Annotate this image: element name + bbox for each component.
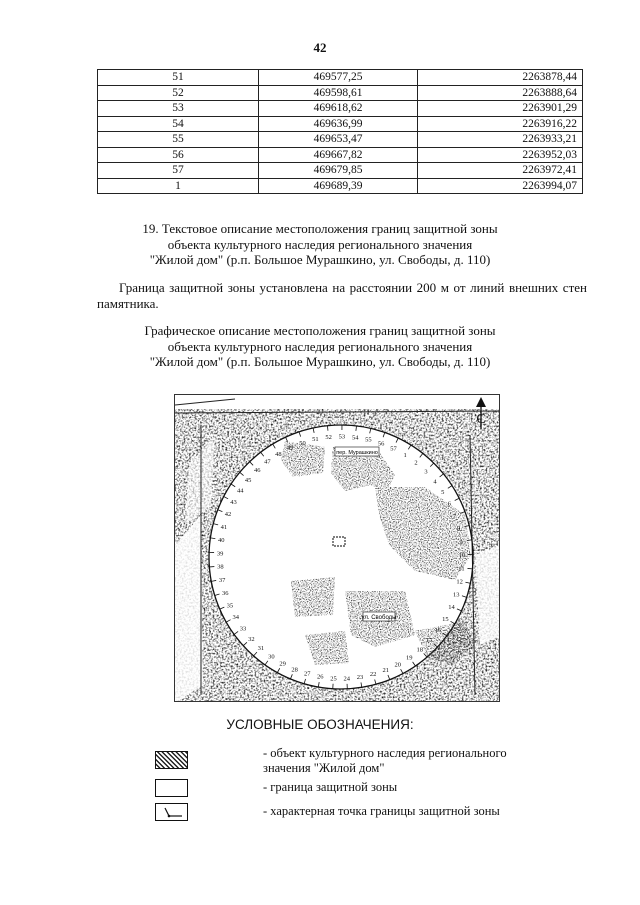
y-coordinate-cell: 2263952,03 xyxy=(418,147,583,163)
table-row xyxy=(98,147,583,163)
boundary-point-tick xyxy=(226,620,230,622)
boundary-point-tick xyxy=(224,497,228,499)
graphic-heading-line-3: "Жилой дом" (р.п. Большое Мурашкино, ул. Свободы, д. 110) xyxy=(149,354,491,369)
boundary-point-label: 5 xyxy=(441,489,445,497)
boundary-point-label: 57 xyxy=(390,445,397,453)
boundary-point-tick xyxy=(213,524,218,525)
boundary-point-label: 54 xyxy=(351,434,359,442)
boundary-point-label: 44 xyxy=(236,487,244,495)
boundary-point-label: 9 xyxy=(459,538,463,546)
boundary-point-label: 30 xyxy=(268,653,275,661)
boundary-point-label: 34 xyxy=(232,614,240,622)
table-row xyxy=(98,116,583,132)
section-heading-line-1: 19. Текстовое описание местоположения границ защитной зоны xyxy=(142,221,498,236)
boundary-point-tick xyxy=(286,437,288,442)
boundary-point-tick xyxy=(254,652,257,656)
boundary-point-label: 33 xyxy=(239,625,247,633)
y-coordinate-cell: 2263901,29 xyxy=(418,101,583,117)
boundary-point-label: 38 xyxy=(217,563,224,571)
y-coordinate-cell: 2263972,41 xyxy=(418,163,583,179)
point-number-cell: 53 xyxy=(98,101,259,117)
boundary-point-label: 23 xyxy=(356,673,364,681)
boundary-point-tick xyxy=(313,428,314,433)
boundary-point-label: 10 xyxy=(458,552,466,560)
boundary-point-tick xyxy=(375,679,376,684)
boundary-point-label: 28 xyxy=(291,666,298,674)
boundary-point-tick xyxy=(304,679,305,684)
boundary-point-tick xyxy=(265,661,268,665)
point-number-cell: 52 xyxy=(98,85,259,101)
boundary-point-tick xyxy=(451,621,455,624)
graphic-heading-line-1: Графическое описание местоположения границ защитной зоны xyxy=(144,323,496,338)
boundary-point-label: 40 xyxy=(218,536,225,544)
point-number-cell: 54 xyxy=(98,116,259,132)
boundary-point-label: 26 xyxy=(316,673,324,681)
boundary-point-label: 35 xyxy=(226,602,234,610)
boundary-point-label: 8 xyxy=(456,525,461,533)
boundary-point-tick xyxy=(401,669,403,673)
y-coordinate-cell: 2263994,07 xyxy=(418,178,583,194)
boundary-point-label: 7 xyxy=(453,512,457,520)
boundary-point-label: 45 xyxy=(244,476,252,484)
boundary-point-label: 41 xyxy=(220,523,228,531)
boundary-point-label: 20 xyxy=(394,661,402,669)
boundary-point-tick xyxy=(430,463,434,467)
boundary-point-label: 36 xyxy=(222,589,229,597)
legend-heritage-symbol xyxy=(155,751,188,769)
boundary-point-label: 32 xyxy=(248,635,255,643)
section-heading xyxy=(0,221,640,268)
north-arrow-label: С xyxy=(476,412,486,427)
boundary-point-tick xyxy=(277,668,279,672)
point-number-cell: 57 xyxy=(98,163,259,179)
boundary-point-tick xyxy=(290,674,292,679)
street-label-top-box xyxy=(335,447,379,456)
street-label-top: пер. Мурашкино xyxy=(336,450,378,456)
section-heading-line-2: объекта культурного наследия регионального значения xyxy=(167,236,473,252)
boundary-point-label: 18 xyxy=(416,646,424,654)
boundary-point-label: 24 xyxy=(343,675,351,683)
boundary-point-label: 51 xyxy=(312,436,319,444)
boundary-point-label: 31 xyxy=(257,645,265,653)
x-coordinate-cell: 469598,61 xyxy=(259,85,418,101)
boundary-point-tick xyxy=(234,631,238,634)
table-row xyxy=(98,85,583,101)
boundary-point-tick xyxy=(210,538,215,539)
legend-title: УСЛОВНЫЕ ОБОЗНАЧЕНИЯ: xyxy=(226,717,414,732)
boundary-point-label: 37 xyxy=(218,576,226,584)
boundary-point-tick xyxy=(243,642,247,645)
table-row xyxy=(98,178,583,194)
legend-heritage-line-1: - объект культурного наследия регионального xyxy=(263,746,507,760)
y-coordinate-cell: 2263878,44 xyxy=(418,70,583,86)
boundary-point-label: 47 xyxy=(264,458,271,466)
coordinates-table xyxy=(97,69,583,194)
boundary-point-label: 48 xyxy=(275,450,282,458)
boundary-point-tick xyxy=(455,498,459,500)
point-number-cell: 55 xyxy=(98,132,259,148)
boundary-point-tick xyxy=(448,486,452,489)
boundary-point-label: 11 xyxy=(458,565,465,573)
boundary-point-tick xyxy=(462,596,467,598)
boundary-point-label: 43 xyxy=(230,499,237,507)
point-symbol-icon xyxy=(156,804,187,820)
boundary-point-label: 6 xyxy=(447,500,451,508)
boundary-point-label: 12 xyxy=(456,578,463,586)
legend-heritage-line-2: значения "Жилой дом" xyxy=(263,761,385,775)
boundary-point-tick xyxy=(215,594,220,595)
graphic-heading xyxy=(0,323,640,370)
boundary-point-label: 25 xyxy=(330,675,337,683)
boundary-point-tick xyxy=(220,607,225,609)
boundary-point-label: 56 xyxy=(377,440,385,448)
zone-description: Граница защитной зоны установлена на расстоянии 200 м от линий внешних стен памятника. xyxy=(97,280,587,311)
x-coordinate-cell: 469653,47 xyxy=(259,132,418,148)
section-heading-line-3: "Жилой дом" (р.п. Большое Мурашкино, ул. Свободы, д. 110) xyxy=(149,252,491,267)
boundary-point-label: 46 xyxy=(254,467,261,475)
boundary-point-tick xyxy=(413,662,416,666)
boundary-point-label: 55 xyxy=(365,436,372,444)
boundary-point-tick xyxy=(440,474,444,477)
boundary-point-tick xyxy=(370,428,371,433)
boundary-point-tick xyxy=(420,453,423,457)
boundary-point-tick xyxy=(383,432,385,437)
legend-point-symbol xyxy=(155,803,188,821)
boundary-point-label: 49 xyxy=(286,444,294,452)
boundary-point-tick xyxy=(465,582,470,583)
x-coordinate-cell: 469679,85 xyxy=(259,163,418,179)
point-number-cell: 1 xyxy=(98,178,259,194)
boundary-point-label: 17 xyxy=(426,637,433,645)
boundary-point-tick xyxy=(250,462,253,466)
zone-map xyxy=(174,394,500,702)
y-coordinate-cell: 2263933,21 xyxy=(418,132,583,148)
boundary-point-label: 3 xyxy=(424,468,428,476)
table-row xyxy=(98,101,583,117)
boundary-point-tick xyxy=(388,675,390,680)
boundary-point-label: 52 xyxy=(325,434,332,442)
boundary-point-label: 50 xyxy=(299,439,306,447)
boundary-point-tick xyxy=(396,438,398,443)
boundary-point-label: 29 xyxy=(279,660,286,668)
legend-point-text: - характерная точка границы защитной зоны xyxy=(263,804,500,818)
boundary-point-label: 22 xyxy=(369,671,377,679)
boundary-point-tick xyxy=(240,472,244,475)
point-number-cell: 56 xyxy=(98,147,259,163)
legend-zone-symbol xyxy=(155,779,188,797)
boundary-point-tick xyxy=(457,609,462,611)
x-coordinate-cell: 469689,39 xyxy=(259,178,418,194)
boundary-point-label: 21 xyxy=(382,666,389,674)
boundary-point-label: 27 xyxy=(303,670,311,678)
boundary-point-tick xyxy=(356,426,357,431)
graphic-heading-line-2: объекта культурного наследия регионального значения xyxy=(167,338,473,354)
street-label-bottom: ул. Свободы xyxy=(361,615,397,621)
boundary-point-tick xyxy=(361,682,362,687)
boundary-point-label: 1 xyxy=(403,451,407,459)
boundary-point-label: 16 xyxy=(434,626,442,634)
x-coordinate-cell: 469667,82 xyxy=(259,147,418,163)
boundary-point-label: 53 xyxy=(338,433,346,441)
x-coordinate-cell: 469618,62 xyxy=(259,101,418,117)
boundary-point-label: 14 xyxy=(448,603,455,611)
x-coordinate-cell: 469636,99 xyxy=(259,116,418,132)
map-drawing xyxy=(175,395,500,702)
boundary-point-tick xyxy=(408,445,411,449)
y-coordinate-cell: 2263916,22 xyxy=(418,116,583,132)
y-coordinate-cell: 2263888,64 xyxy=(418,85,583,101)
boundary-point-label: 42 xyxy=(224,511,232,519)
legend-zone-text: - граница защитной зоны xyxy=(263,780,398,794)
boundary-point-label: 15 xyxy=(442,615,449,623)
boundary-point-tick xyxy=(318,682,319,687)
boundary-point-label: 2 xyxy=(414,459,418,467)
boundary-point-tick xyxy=(299,432,301,437)
table-row xyxy=(98,163,583,179)
boundary-point-tick xyxy=(273,444,276,448)
boundary-point-tick xyxy=(327,426,328,431)
street-label-bottom-box xyxy=(362,612,397,621)
table-row xyxy=(98,132,583,148)
boundary-point-label: 39 xyxy=(216,550,224,558)
boundary-point-tick xyxy=(211,580,216,581)
boundary-point-tick xyxy=(231,484,235,487)
point-number-cell: 51 xyxy=(98,70,259,86)
heritage-object xyxy=(333,537,345,546)
table-row xyxy=(98,70,583,86)
boundary-point-label: 4 xyxy=(433,478,437,486)
boundary-point-tick xyxy=(218,510,223,512)
boundary-point-tick xyxy=(261,452,264,456)
page-number: 42 xyxy=(313,40,327,55)
legend-heritage-text xyxy=(263,746,553,776)
boundary-point-label: 19 xyxy=(405,654,413,662)
x-coordinate-cell: 469577,25 xyxy=(259,70,418,86)
boundary-point-label: 13 xyxy=(452,591,460,599)
